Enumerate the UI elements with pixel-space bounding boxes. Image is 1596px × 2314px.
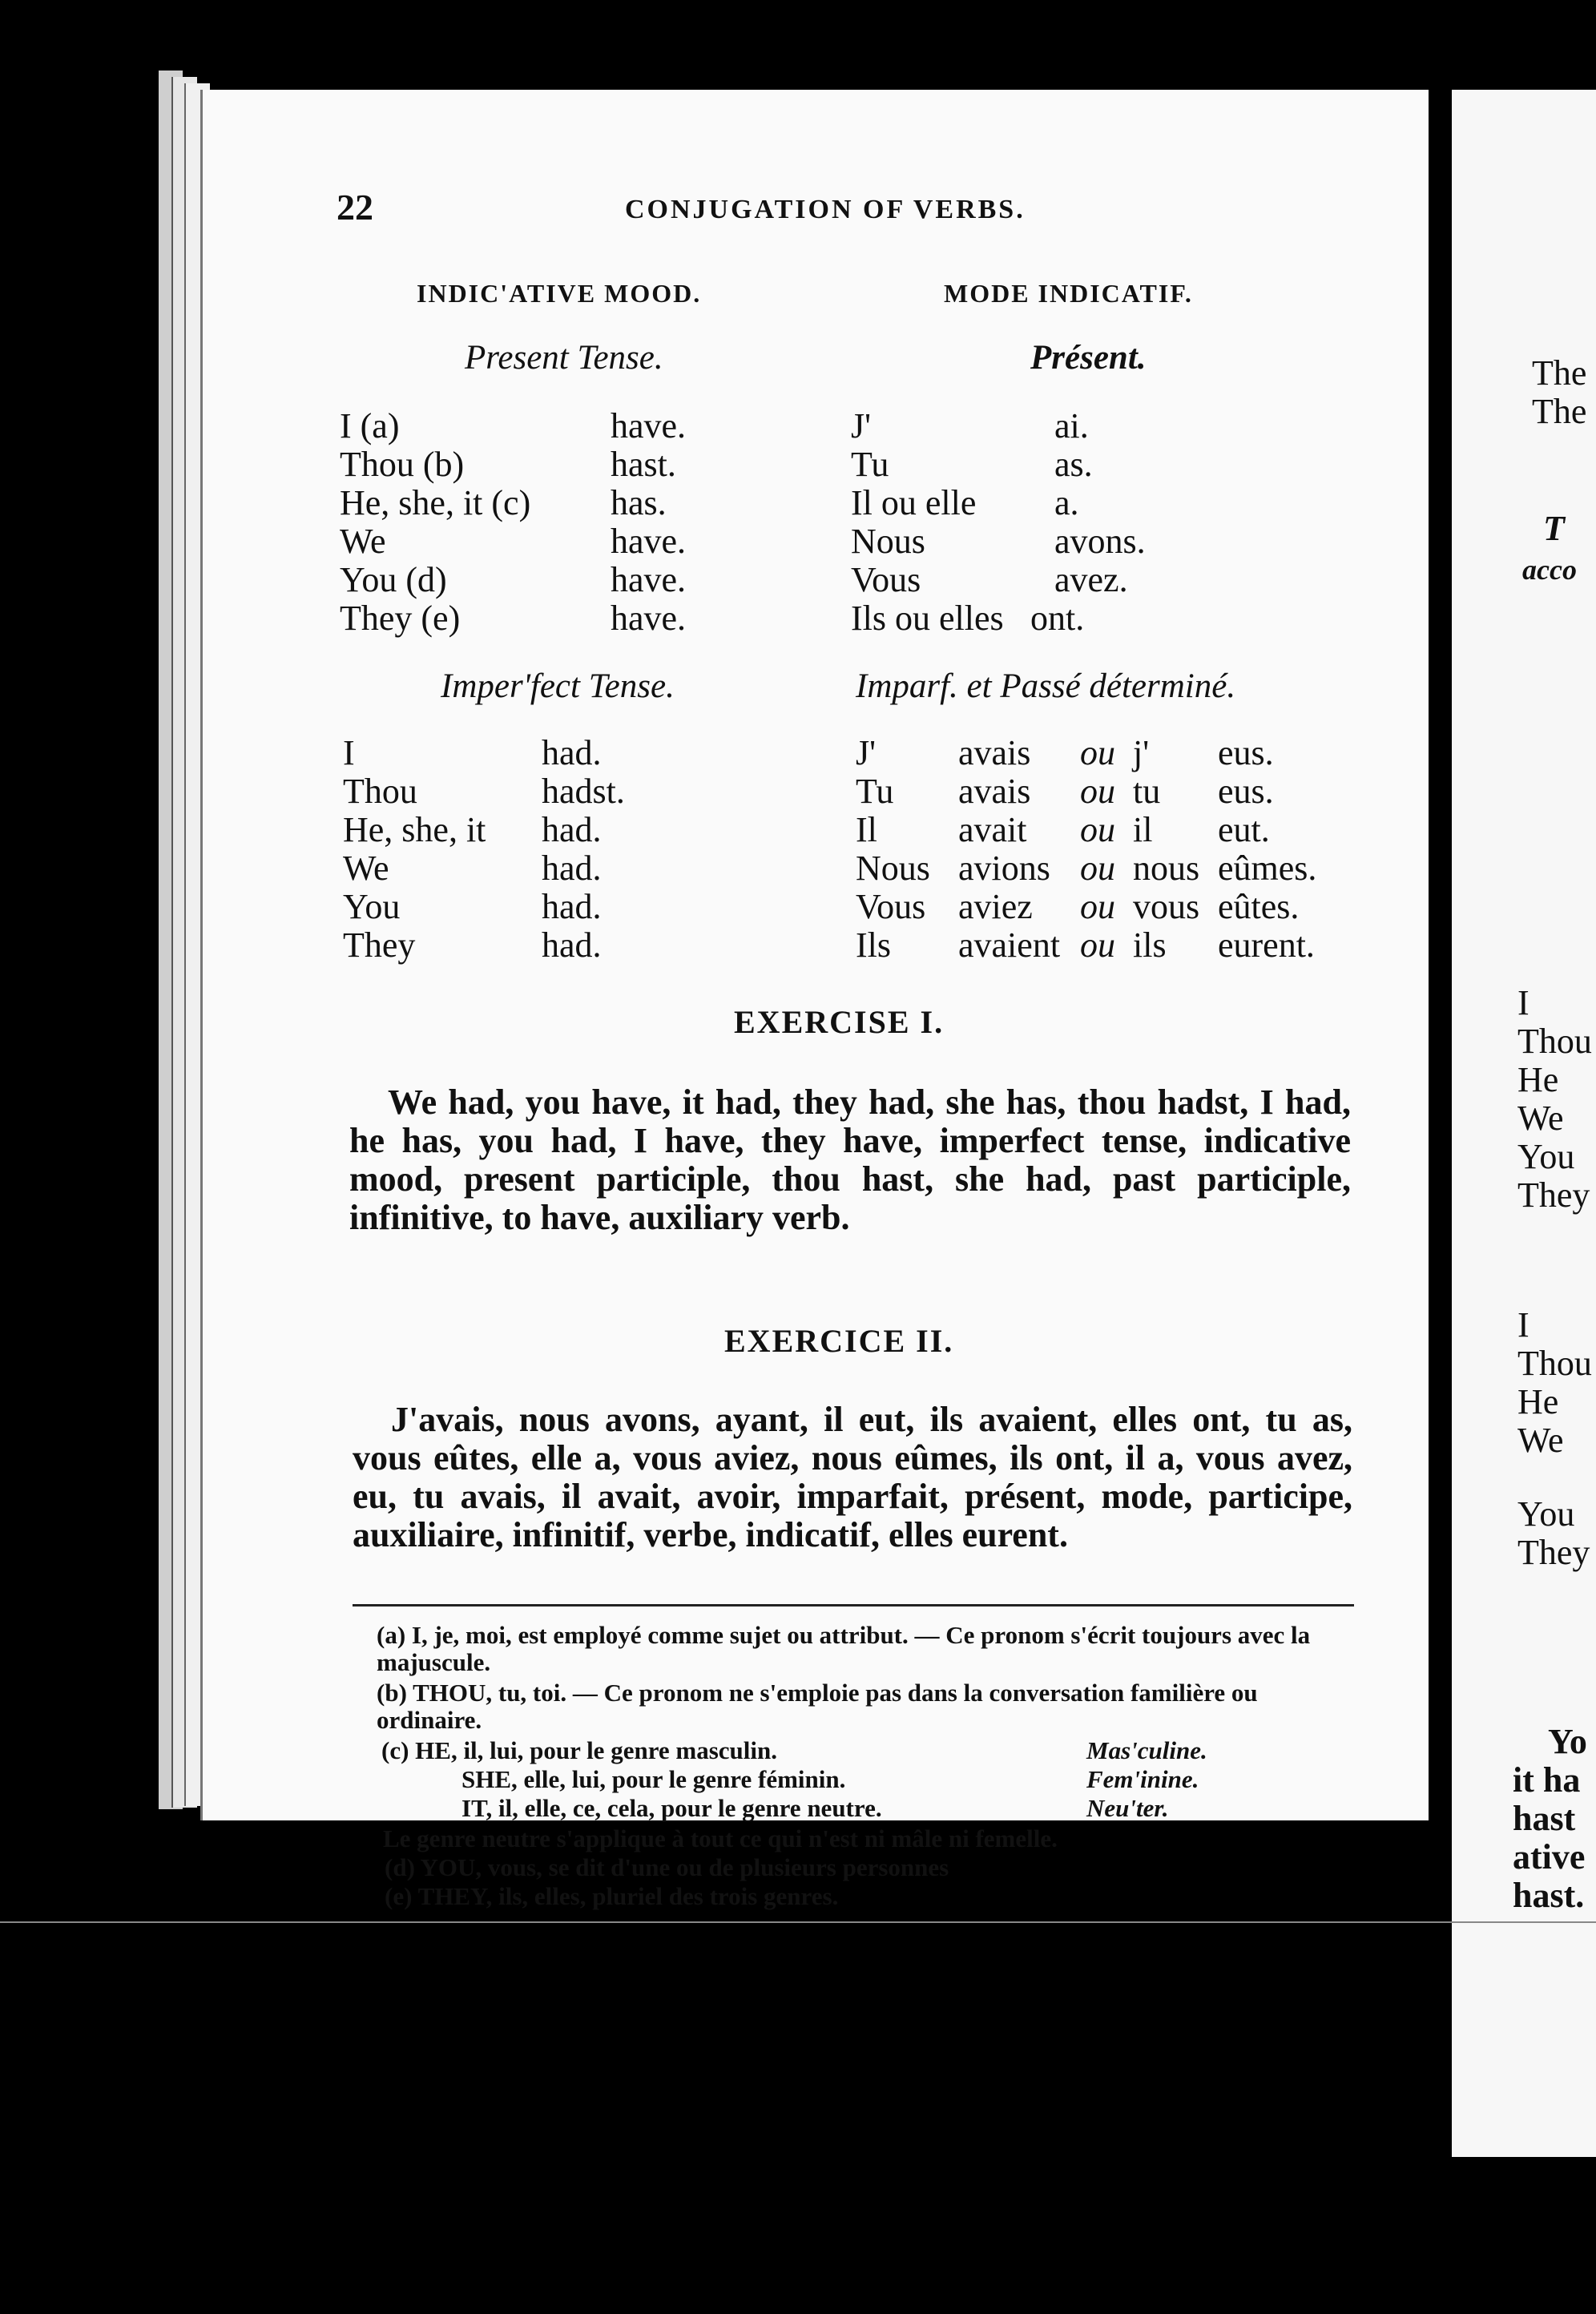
next-page-word: He [1517,1060,1559,1099]
verb: have. [611,406,687,445]
verb: has. [611,483,667,522]
page-number: 22 [337,187,373,228]
footnote-neutre: Le genre neutre s'applique à tout ce qui n'est ni mâle ni femelle. [383,1824,1058,1852]
next-page-word: You [1517,1137,1575,1176]
next-page-word: Thou [1517,1344,1592,1383]
verb: had. [542,887,602,926]
next-page-word: Thou [1517,1022,1592,1061]
conjunction: ou [1080,925,1115,965]
present-fr-pronouns [851,407,1004,638]
right-column-heading: MODE INDICATIF. [944,279,1193,308]
imperfect-tense-title-fr: Imparf. et Passé déterminé. [856,667,1236,705]
imperfect-en-verbs [542,734,625,965]
footnote-c3-term: Neu'ter. [1086,1794,1169,1822]
footnote-c2: SHE, elle, lui, pour le genre féminin. [461,1765,846,1793]
imperfect-fr-verbs [958,734,1060,965]
pronoun: He, she, it (c) [340,483,531,522]
verb: eûtes. [1218,887,1300,926]
footnote-c1: (c) HE, il, lui, pour le genre masculin. [381,1736,778,1764]
pronoun: Tu [851,445,889,484]
footnote-c3: IT, il, elle, ce, cela, pour le genre neutre. [461,1794,882,1822]
verb: a. [1054,483,1079,522]
verb: eus. [1218,733,1274,772]
verb: as. [1054,445,1093,484]
next-page-word: Yo [1548,1722,1587,1761]
next-page-paragraph [1513,1723,1587,1915]
next-page-list [1517,1495,1590,1572]
pronoun: They (e) [340,599,461,638]
verb: eûmes. [1218,849,1317,888]
verb: have. [611,522,687,561]
conjunction: ou [1080,849,1115,888]
pronoun: vous [1133,887,1200,926]
present-tense-title: Present Tense. [465,339,663,377]
next-page-list [1517,1306,1592,1460]
footnote-b: (b) THOU, tu, toi. — Ce pronom ne s'emploie pas dans la conversation familière ou ordinaire. [377,1679,1258,1734]
next-page-word: I [1517,1305,1530,1344]
next-page-word: hast [1513,1799,1576,1838]
footnote-a: (a) I, je, moi, est employé comme sujet ou attribut. — Ce pronom s'écrit toujours avec la majuscule. [377,1621,1311,1676]
pronoun: Thou (b) [340,445,465,484]
next-page-word: He [1517,1382,1559,1421]
conjunction: ou [1080,733,1115,772]
verb: have. [611,599,687,638]
next-page-word: We [1517,1421,1564,1460]
imperfect-fr-pronouns [856,734,930,965]
verb: eus. [1218,772,1274,811]
pronoun: I (a) [340,406,400,445]
verb: ai. [1054,406,1089,445]
imperfect-fr-verbs-alt [1218,734,1316,965]
verb: have. [611,560,687,599]
verb: ont. [1030,599,1085,638]
footnote-c2-term: Fem'inine. [1086,1765,1199,1793]
verb: avais [958,733,1031,772]
pronoun: Il [856,810,877,849]
present-fr-verbs [1030,406,1146,638]
scan-streak [0,1921,1596,1923]
pronoun: You [343,887,401,926]
present-en-verbs [611,407,686,638]
left-column-heading: INDIC'ATIVE MOOD. [417,279,702,308]
imperfect-tense-title: Imper'fect Tense. [441,667,675,705]
pronoun: He, she, it [343,810,486,849]
footnote-d: (d) YOU, vous, se dit d'une ou de plusieurs personnes [385,1853,949,1881]
conjunction: ou [1080,772,1115,811]
next-page-word: We [1517,1099,1564,1138]
next-page-word: The [1532,353,1587,393]
next-page-word: The [1532,392,1587,431]
next-page-word: I [1517,983,1530,1022]
footnote-c1-term: Mas'culine. [1086,1736,1207,1764]
verb: had. [542,733,602,772]
pronoun: We [343,849,389,888]
next-page-word: They [1517,1175,1590,1215]
imperfect-fr-pronouns-alt [1133,734,1199,965]
verb: avais [958,772,1031,811]
pronoun: Thou [343,772,417,811]
present-en-pronouns [340,407,530,638]
next-page-list [1517,984,1592,1215]
next-page-word: ative [1513,1837,1586,1877]
pronoun: I [343,733,355,772]
exercise-2-title: EXERCICE II. [724,1323,954,1359]
pronoun: il [1133,810,1153,849]
exercise-1-title: EXERCISE I. [734,1004,945,1040]
pronoun: j' [1133,733,1150,772]
pronoun: Ils [856,925,891,965]
footnote-rule [353,1604,1354,1606]
pronoun: We [340,522,386,561]
pronoun: They [343,925,416,965]
conjunction: ou [1080,887,1115,926]
next-page-word: They [1517,1533,1590,1572]
verb: avons. [1054,522,1146,561]
imperfect-en-pronouns [343,734,486,965]
pronoun: Vous [856,887,926,926]
footnote-e: (e) THEY, ils, elles, pluriel des trois genres. [385,1882,839,1910]
pronoun: Nous [856,849,930,888]
verb: aviez [958,887,1033,926]
verb: hast. [611,445,676,484]
next-page-word: You [1517,1494,1575,1534]
exercise-1-text: We had, you have, it had, they had, she has, thou hadst, I had, he has, you had, I have, they have, imperfect tense, indicative mood, present participle, thou hast, she had, past participle, infinitive, to have, auxiliary verb. [349,1082,1351,1237]
verb: avaient [958,925,1061,965]
pronoun: J' [856,733,877,772]
present-tense-title-fr: Présent. [1030,339,1147,377]
verb: had. [542,810,602,849]
pronoun: tu [1133,772,1161,811]
pronoun: nous [1133,849,1200,888]
verb: avez. [1054,560,1128,599]
pronoun: Vous [851,560,921,599]
verb: eurent. [1218,925,1315,965]
pronoun: Ils ou elles [851,599,1004,638]
next-page-word: T [1543,509,1565,548]
exercise-2-text: J'avais, nous avons, ayant, il eut, ils avaient, elles ont, tu as, vous eûtes, elle a, vous aviez, nous eûmes, ils ont, il a, vous avez, eu, tu avais, il avait, avoir, imparfait, présent, mode, participe, auxiliaire, infinitif, verbe, indicatif, elles eurent. [353,1400,1352,1554]
next-page-word: hast. [1513,1876,1585,1915]
next-page-word: it ha [1513,1760,1581,1800]
verb: avions [958,849,1050,888]
verb: had. [542,925,602,965]
next-page-word: acco [1522,554,1577,586]
pronoun: You (d) [340,560,447,599]
pronoun: ils [1133,925,1167,965]
pronoun: Il ou elle [851,483,977,522]
conjunction: ou [1080,810,1115,849]
running-head: CONJUGATION OF VERBS. [625,195,1026,224]
verb: avait [958,810,1027,849]
imperfect-fr-ou [1080,734,1115,965]
verb: hadst. [542,772,625,811]
pronoun: J' [851,406,872,445]
verb: eut. [1218,810,1270,849]
verb: had. [542,849,602,888]
pronoun: Tu [856,772,894,811]
pronoun: Nous [851,522,925,561]
